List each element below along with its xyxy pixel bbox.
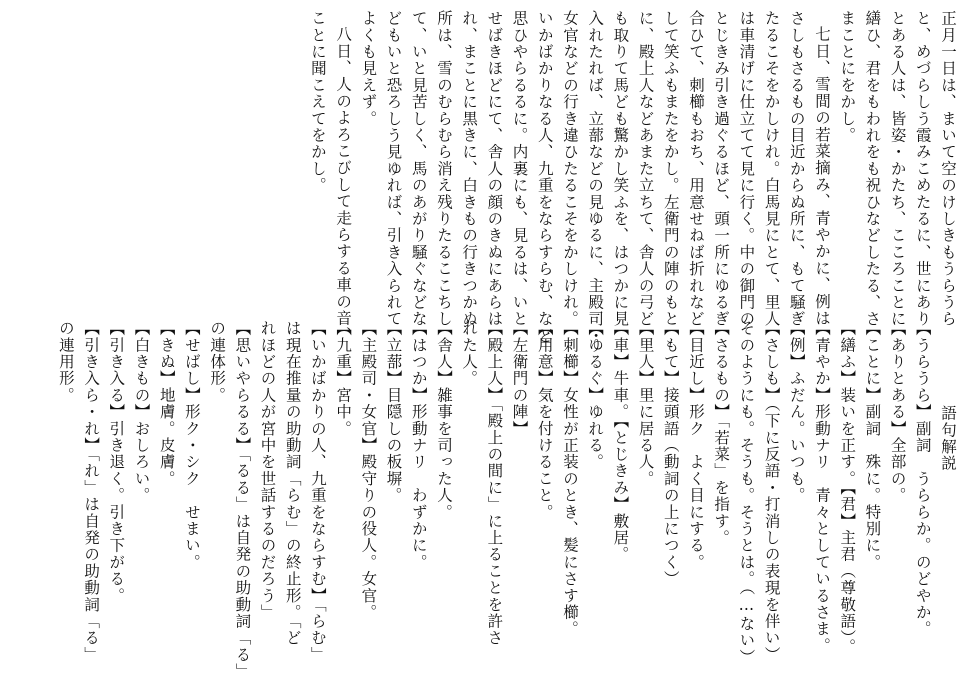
main-line: さしもさるもの目近からぬ所に、もて騒ぎ	[787, 10, 806, 328]
main-line: 正月一日は、まいて空のけしきもうらうら	[939, 10, 957, 328]
main-line: よくも見えず。	[359, 10, 378, 127]
main-line: 思ひやらるるに。内裏にも、見るは、いと	[510, 10, 529, 328]
main-text-block	[305, 10, 960, 344]
main-line: 合ひて、刺櫛もおち、用意せねば折れなど	[686, 10, 705, 328]
glossary-line: 【立蔀】目隠しの板塀。	[384, 320, 403, 504]
glossary-line: 【用意】気を付けること。	[535, 320, 554, 521]
main-line: とじきみ引き過ぐるほど、頭一所にゆるぎ	[712, 10, 731, 328]
glossary-line: そのようにも。そうも。そうとは。（…ない）	[737, 320, 756, 666]
main-line: 所は、雪のむらむら消え残りたるここちし	[434, 10, 453, 328]
glossary-block	[53, 320, 960, 680]
main-line: 八日、人のよろこびして走らする車の音、	[334, 25, 353, 343]
glossary-line: 【もて】接頭語（動詞の上につく）	[661, 320, 680, 588]
glossary-title: 語句解説	[939, 405, 957, 473]
glossary-line: れほどの人が宮中を世話するのだろう」	[258, 320, 277, 621]
glossary-line: 【繕ふ】装いを正す。【君】主君（尊敬語）。	[838, 320, 857, 656]
glossary-line: 【いかばかりの人、九重をならすむ】「らむ」	[308, 320, 327, 663]
main-line: たるこそをかしけれ。白馬見にとて、里人	[762, 10, 781, 328]
glossary-line: 【思いやらるる】「るる」は自発の助動詞「る」	[233, 320, 252, 680]
glossary-line: 【うらうら】副詞 うららか。のどやか。	[913, 320, 932, 638]
main-line: いかばかりなる人、九重をならすらむ、など	[535, 10, 554, 344]
glossary-line: の連用形。	[56, 320, 75, 404]
glossary-line: 【目近し】形ク よく目にする。	[686, 320, 705, 571]
glossary-line: 【さしも】（下に反語・打消しの表現を伴い）	[762, 320, 781, 663]
main-line: も取りて馬ども驚かし笑ふを、はつかに見	[611, 10, 630, 328]
glossary-line: 【車】牛車。【とじきみ】敷居。	[611, 320, 630, 563]
glossary-line: の連体形。	[208, 320, 227, 404]
main-line: は車清げに仕立てて見に行く。中の御門の	[737, 10, 756, 328]
glossary-line: 【主殿司・女官】殿守りの役人。女官。	[359, 320, 378, 621]
main-line: ことに聞こえてをかし。	[308, 10, 327, 194]
glossary-line: 【きぬ】地膚。皮膚。	[157, 320, 176, 487]
main-line: と、めづらしう霞みこめたるに、世にあり	[913, 10, 932, 328]
main-line: て、いと見苦しく、馬のあがり騒ぐなどな	[409, 10, 428, 328]
main-line: せばきほどにて、舎人の顔のきぬにあらは	[485, 10, 504, 328]
main-line: に、殿上人などあまた立ちて、舎人の弓ど	[636, 10, 655, 328]
glossary-line: 【殿上人】「殿上の間に」に上ることを許さ	[485, 320, 504, 647]
glossary-line: 【はつか】形動ナリ わずかに。	[409, 320, 428, 571]
glossary-line: 【例】ふだん。いつも。	[787, 320, 806, 504]
main-line: 七日、雪間の若菜摘み、青やかに、例は	[812, 25, 831, 327]
main-line: とある人は、皆姿・かたち、こころことに	[888, 10, 907, 328]
glossary-line: 【青やか】形動ナリ 青々としているさま。	[812, 320, 831, 654]
main-line: 女官などの行き違ひたるこそをかしけれ。	[560, 10, 579, 328]
glossary-line: 【引き入ら・れ】「れ」は自発の助動詞「る」	[82, 320, 101, 663]
glossary-line: 【ありとある】全部の。	[888, 320, 907, 504]
glossary-line: 【九重】宮中。	[334, 320, 353, 437]
glossary-line: 【左衛門の陣】	[510, 320, 529, 437]
main-line: 繕ひ、君をもわれをも祝ひなどしたる、さ	[863, 10, 882, 328]
glossary-line: 【舎人】雑事を司った人。	[434, 320, 453, 521]
main-line: れ、まことに黒きに、白きもの行きつかぬ	[460, 10, 479, 328]
glossary-line: は現在推量の助動詞「らむ」の終止形。「ど	[283, 320, 302, 647]
glossary-line: 【引き入る】引き退く。引き下がる。	[107, 320, 126, 604]
main-line: して笑ふもまたをかし。左衛門の陣のもと	[661, 10, 680, 328]
glossary-line: 【せばし】形ク・シク せまい。	[182, 320, 201, 571]
glossary-line: 【刺櫛】女性が正装のとき、髪にさす櫛。	[560, 320, 579, 638]
glossary-line: 【ゆるぐ】ゆれる。	[586, 320, 605, 471]
glossary-line: 【白きもの】おしろい。	[132, 320, 151, 504]
main-line: どもいと恐ろしう見ゆれば、引き入られて	[384, 10, 403, 328]
glossary-line: 【里人】里に居る人。	[636, 320, 655, 487]
glossary-line: 【さるもの】「若菜」を指す。	[712, 320, 731, 547]
glossary-line: れた人。	[460, 320, 479, 387]
glossary-line: 【ことに】副詞 殊に。特別に。	[863, 320, 882, 571]
main-line: まことにをかし。	[838, 10, 857, 144]
main-line: 入れたれば、立蔀などの見ゆるに、主殿司・	[586, 10, 605, 344]
